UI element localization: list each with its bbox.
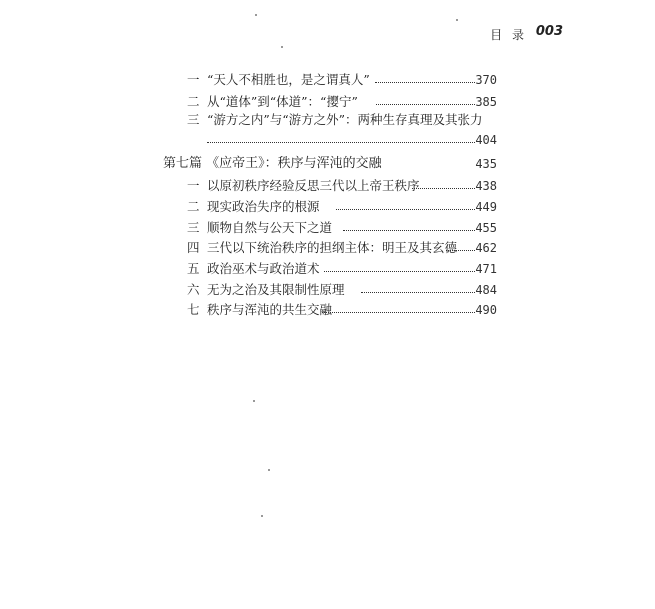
entry-page: 438 — [475, 179, 497, 193]
entry-page: 471 — [475, 262, 497, 276]
entry-title: 顺物自然与公天下之道 — [207, 220, 333, 235]
entry-title: “天人不相胜也，是之谓真人” — [207, 72, 370, 87]
entry-page: 455 — [475, 221, 497, 235]
toc-entry — [0, 280, 655, 300]
toc-entry — [0, 110, 655, 130]
running-head: 目 录 — [490, 28, 527, 42]
entry-title: 现实政治失序的根源 — [207, 199, 320, 214]
entry-page: 484 — [475, 283, 497, 297]
entry-title: 政治巫术与政治道术 — [207, 261, 320, 276]
entry-title: 三代以下统治秩序的担纲主体：明王及其玄德 — [207, 240, 458, 255]
entry-number: 一 — [187, 178, 200, 193]
entry-page: 404 — [475, 133, 497, 147]
dot-leader — [376, 104, 475, 105]
scan-speck — [255, 14, 257, 16]
entry-number: 七 — [187, 302, 200, 317]
entry-page: 490 — [475, 303, 497, 317]
entry-number: 六 — [187, 282, 200, 297]
entry-page: 449 — [475, 200, 497, 214]
entry-number: 三 — [187, 112, 200, 127]
scan-speck — [456, 19, 458, 21]
entry-number: 一 — [187, 72, 200, 87]
toc-entry — [0, 176, 655, 196]
toc-entry — [0, 218, 655, 238]
dot-leader — [324, 271, 475, 272]
dot-leader — [322, 312, 475, 313]
dot-leader — [207, 142, 475, 143]
chapter-title: 第七篇 《应帝王》：秩序与浑沌的交融 — [163, 156, 382, 171]
entry-page: 462 — [475, 241, 497, 255]
entry-page: 385 — [475, 95, 497, 109]
entry-page: 370 — [475, 73, 497, 87]
toc-entry — [0, 300, 655, 320]
page-number: 003 — [535, 24, 563, 39]
toc-entry — [0, 197, 655, 217]
dot-leader — [336, 209, 475, 210]
toc-entry — [0, 70, 655, 90]
dot-leader — [446, 250, 475, 251]
entry-number: 二 — [187, 94, 200, 109]
dot-leader — [412, 188, 475, 189]
entry-title: 从“道体”到“体道”：“撄宁” — [207, 94, 358, 109]
toc-entry — [0, 92, 655, 112]
entry-title: 无为之治及其限制性原理 — [207, 282, 345, 297]
entry-number: 四 — [187, 240, 200, 255]
toc-chapter-heading — [0, 154, 655, 174]
scan-speck — [261, 515, 263, 517]
toc-entry-continuation — [0, 130, 655, 150]
entry-number: 三 — [187, 220, 200, 235]
toc-entry — [0, 259, 655, 279]
chapter-page: 435 — [475, 157, 497, 171]
scan-speck — [268, 469, 270, 471]
entry-title: 以原初秩序经验反思三代以上帝王秩序 — [207, 178, 420, 193]
entry-number: 二 — [187, 199, 200, 214]
entry-title: 秩序与浑沌的共生交融 — [207, 302, 333, 317]
scan-speck — [281, 46, 283, 48]
scan-speck — [253, 400, 255, 402]
toc-entry — [0, 238, 655, 258]
entry-title: “游方之内”与“游方之外”：两种生存真理及其张力 — [207, 112, 483, 127]
dot-leader — [361, 292, 475, 293]
entry-number: 五 — [187, 261, 200, 276]
dot-leader — [343, 230, 475, 231]
dot-leader — [375, 82, 475, 83]
